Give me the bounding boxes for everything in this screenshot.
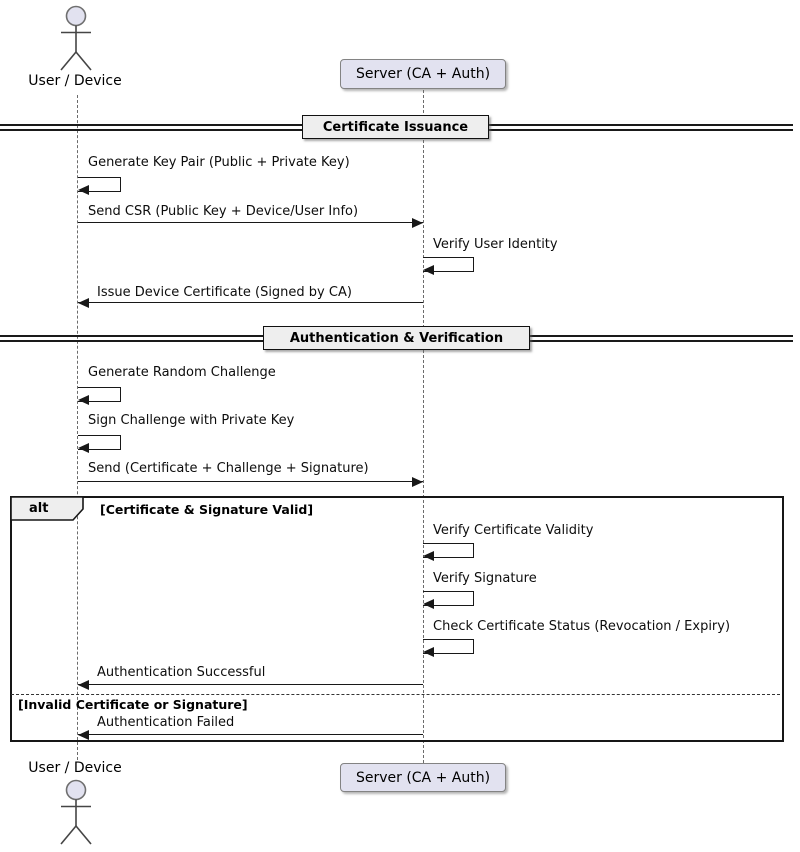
arrowhead: [78, 298, 89, 308]
message-label: Send (Certificate + Challenge + Signature): [88, 461, 369, 476]
divider-authentication-verification: Authentication & Verification: [263, 326, 530, 350]
arrowhead: [423, 599, 434, 609]
message-line: [78, 481, 423, 482]
message-label: Generate Key Pair (Public + Private Key): [88, 155, 350, 170]
alt-else-separator: [11, 694, 780, 695]
alt-keyword: alt: [29, 501, 49, 516]
divider-certificate-issuance: Certificate Issuance: [302, 115, 489, 139]
message-line: [78, 222, 423, 223]
user-actor-icon: [46, 778, 106, 848]
arrowhead: [78, 680, 89, 690]
arrowhead: [78, 395, 89, 405]
arrowhead: [423, 265, 434, 275]
message-line: [78, 302, 423, 303]
alt-condition-valid: [Certificate & Signature Valid]: [100, 502, 314, 517]
user-actor-label-top: User / Device: [28, 73, 122, 89]
arrowhead: [412, 477, 423, 487]
server-participant-top: Server (CA + Auth): [340, 59, 506, 89]
server-participant-bottom: Server (CA + Auth): [340, 763, 506, 792]
arrowhead: [412, 218, 423, 228]
arrowhead: [78, 443, 89, 453]
arrowhead: [78, 730, 89, 740]
message-label: Verify User Identity: [433, 237, 558, 252]
alt-condition-invalid: [Invalid Certificate or Signature]: [18, 697, 248, 712]
message-label: Verify Certificate Validity: [433, 523, 594, 538]
arrowhead: [78, 185, 89, 195]
arrowhead: [423, 647, 434, 657]
message-label: Authentication Successful: [97, 665, 266, 680]
arrowhead: [423, 551, 434, 561]
message-label: Authentication Failed: [97, 715, 235, 730]
user-actor-icon: [46, 4, 106, 72]
user-actor-label-bottom: User / Device: [28, 760, 122, 776]
message-label: Generate Random Challenge: [88, 365, 276, 380]
message-label: Verify Signature: [433, 571, 537, 586]
message-line: [78, 734, 423, 735]
message-label: Check Certificate Status (Revocation / Expiry): [433, 619, 731, 634]
message-label: Issue Device Certificate (Signed by CA): [97, 285, 352, 300]
message-label: Sign Challenge with Private Key: [88, 413, 295, 428]
message-line: [78, 684, 423, 685]
message-label: Send CSR (Public Key + Device/User Info): [88, 204, 359, 219]
